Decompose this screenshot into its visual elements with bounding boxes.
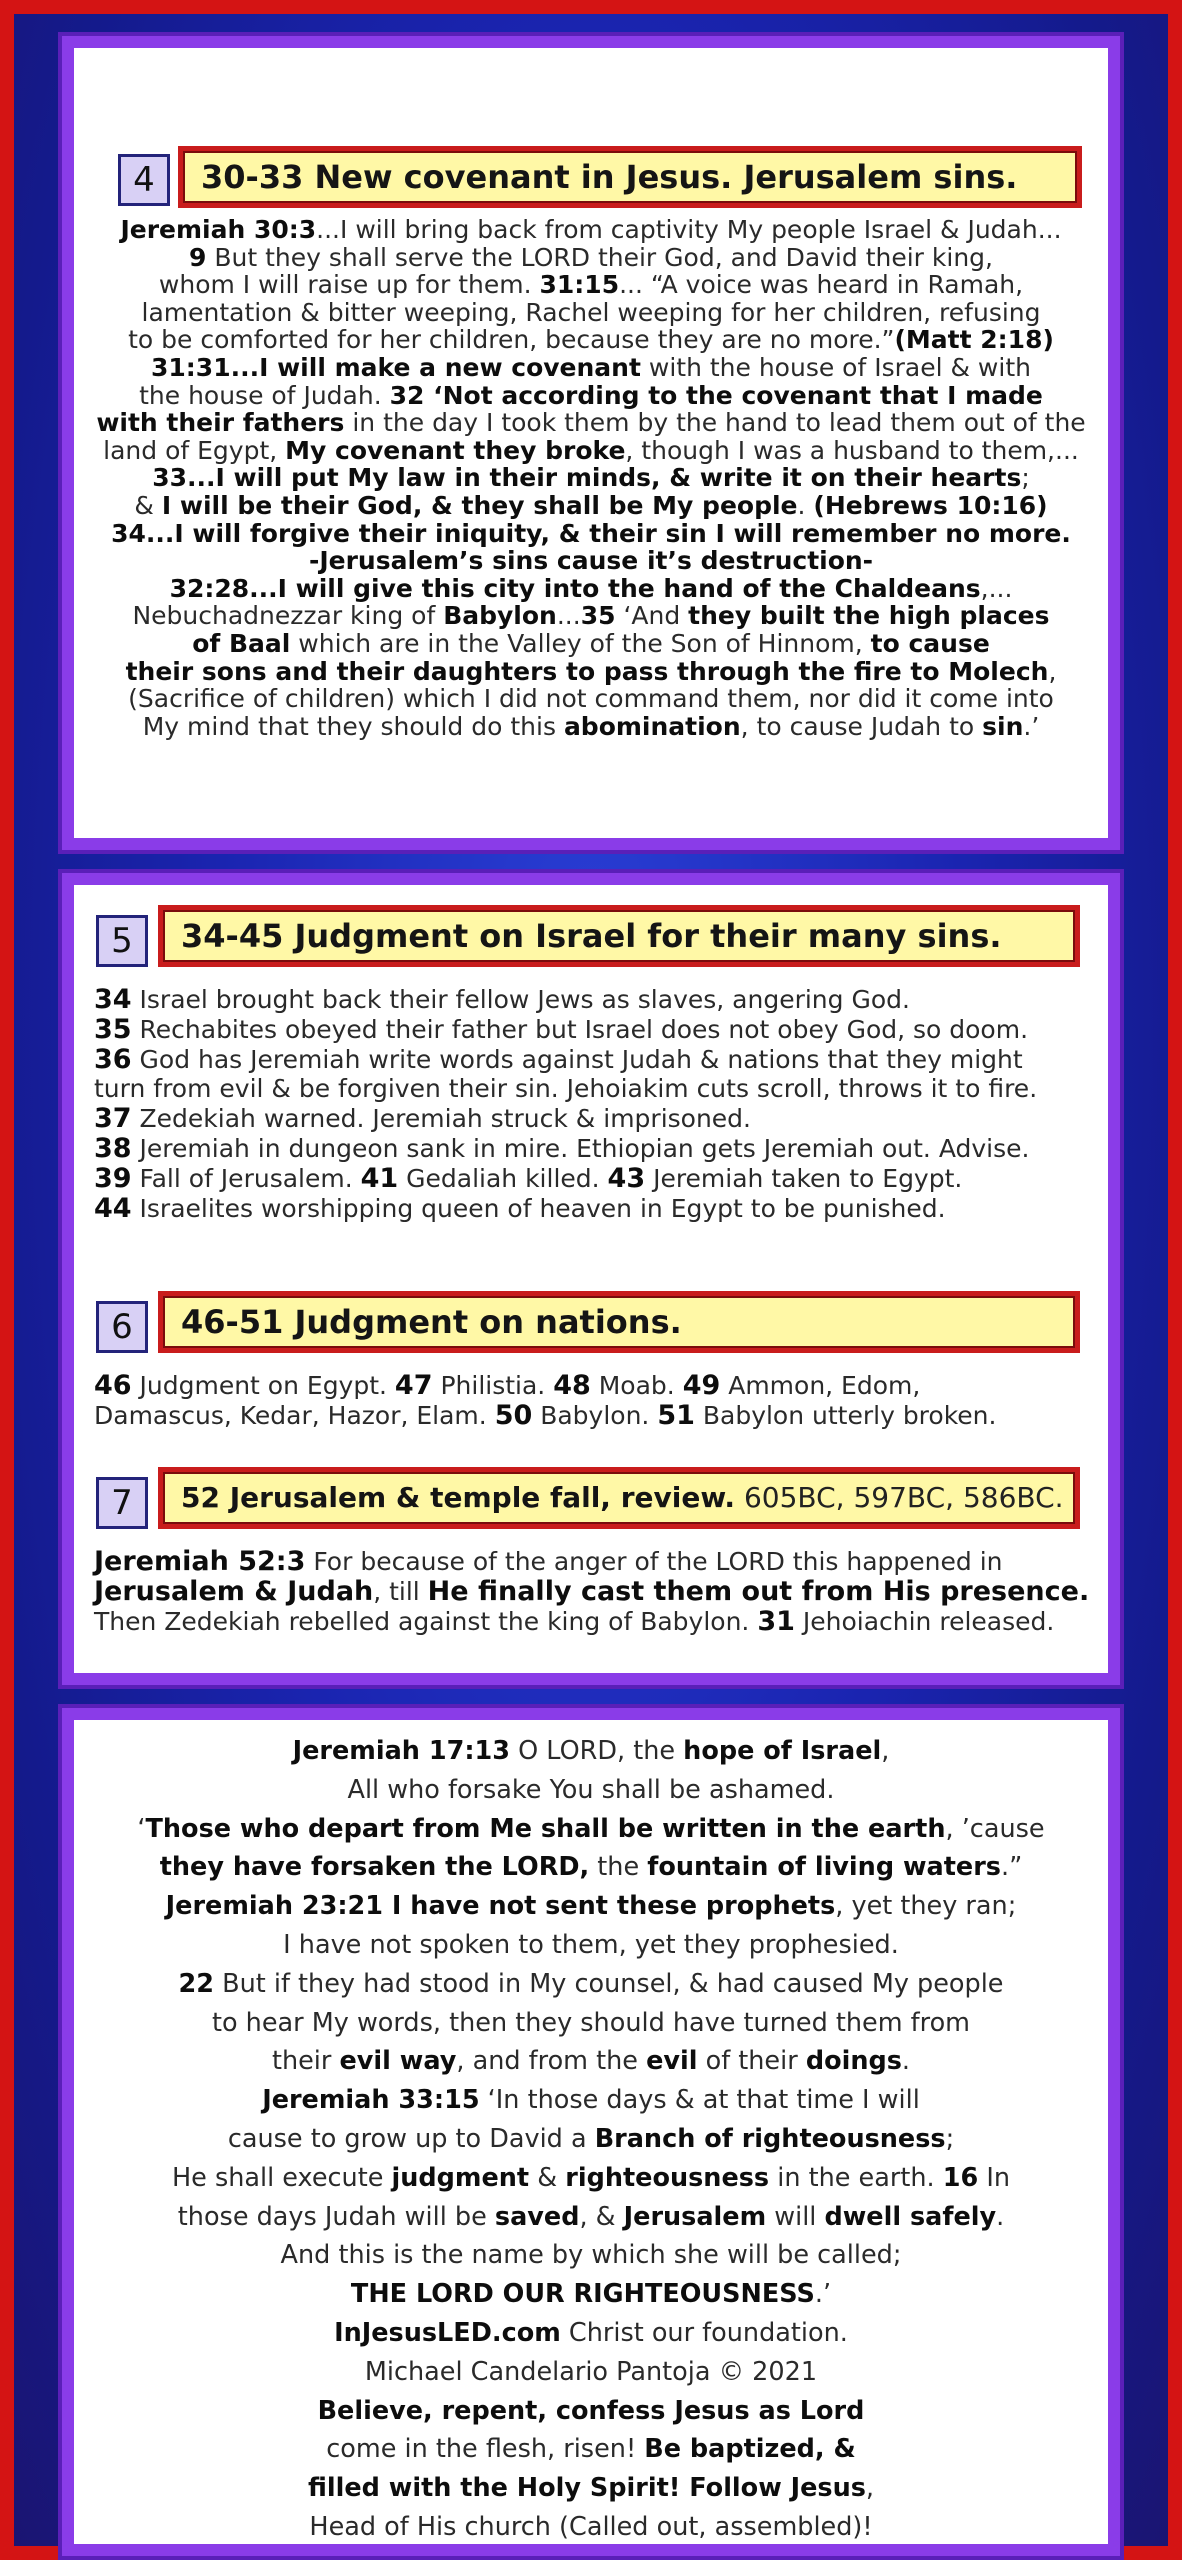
text-line (94, 630, 1088, 658)
text-run: Fall of Jerusalem. (131, 1163, 361, 1193)
text-run: But they shall serve the LORD their God, and David their king, (206, 242, 993, 272)
text-run: Moab. (590, 1371, 683, 1400)
text-run: their (271, 2046, 340, 2077)
text-line (94, 1887, 1088, 1926)
bold-run: filled with the Holy Spirit! Follow Jesus (307, 2473, 866, 2504)
bold-run: Jeremiah 33:15 (262, 2085, 480, 2116)
text-line (94, 658, 1088, 686)
text-line (94, 2392, 1088, 2431)
text-run: Israel brought back their fellow Jews as slaves, angering God. (131, 985, 910, 1014)
text-run: the house of Judah. (139, 380, 390, 410)
section-number-badge: 7 (96, 1477, 148, 1529)
bold-run: they have forsaken the LORD, (159, 1852, 590, 1883)
bold-run: InJesusLED.com (334, 2317, 561, 2348)
text-run: with the house of Israel & with (640, 352, 1031, 382)
bold-run: doings (805, 2046, 902, 2077)
bold-run: hope of Israel (683, 1736, 882, 1766)
bold-run: Jeremiah 52:3 (94, 1546, 306, 1577)
text-line (94, 271, 1088, 299)
text-run: cause to grow up to David a (227, 2123, 595, 2154)
bold-run: 9 (189, 242, 207, 272)
text-run: to hear My words, then they should have turned them from (211, 2007, 971, 2038)
text-line (94, 2275, 1088, 2314)
bold-run: My covenant they broke (285, 435, 626, 465)
bold-run: dwell safely (824, 2201, 997, 2232)
text-run: whom I will raise up for them. (158, 270, 540, 300)
text-line (94, 520, 1088, 548)
bold-run: fountain of living waters (647, 1852, 1001, 1883)
bold-run: 35 (94, 1013, 132, 1045)
bold-run: sin (982, 711, 1024, 741)
bold-run: 32 ‘Not according to the covenant that I made (389, 380, 1043, 410)
bold-run: Jeremiah 30:3 (120, 215, 317, 244)
text-run: I have not spoken to them, yet they prophesied. (283, 1929, 899, 1960)
bold-run: 31:15 (539, 270, 620, 300)
bold-run: Branch of righteousness (594, 2123, 946, 2154)
text-line (94, 409, 1088, 437)
bold-run: He finally cast them out from His presence. (427, 1576, 1090, 1607)
bold-run: 34 (94, 984, 132, 1015)
bold-run: 37 (94, 1103, 132, 1135)
section-title-main: 52 Jerusalem & temple fall, review. (181, 1481, 736, 1514)
bold-run: 51 (657, 1400, 695, 1431)
text-run: .” (1000, 1852, 1023, 1883)
text-run: Head of His church (Called out, assembled)! (309, 2511, 873, 2542)
text-line (94, 1926, 1088, 1965)
text-run: Damascus, Kedar, Hazor, Elam. (94, 1401, 495, 1430)
text-line (94, 464, 1088, 492)
text-line (94, 2469, 1088, 2508)
text-run: .’ (1023, 711, 1040, 741)
text-line (94, 2236, 1088, 2275)
text-line (94, 2004, 1088, 2043)
text-run: turn from evil & be forgiven their sin. Jehoiakim cuts scroll, throws it to fire. (94, 1074, 1038, 1104)
text-run: ... (556, 601, 581, 631)
text-line (94, 1134, 1088, 1164)
text-run: But if they had stood in My counsel, & had caused My people (214, 1968, 1004, 1999)
text-line (94, 1547, 1088, 1577)
text-run: For because of the anger of the LORD this happened in (305, 1547, 1003, 1576)
bold-run: to cause (870, 628, 990, 658)
text-line (94, 547, 1088, 575)
text-run: , though I was a husband to them,... (625, 435, 1079, 465)
text-line (94, 2314, 1088, 2353)
text-run: , to cause Judah to (740, 711, 983, 741)
text-line (94, 437, 1088, 465)
bold-run: they built the high places (688, 601, 1050, 631)
text-line (94, 299, 1088, 327)
bold-run: 31 (757, 1606, 795, 1637)
panel-section-4 (62, 36, 1120, 850)
section-4-text (94, 216, 1088, 740)
bold-run: 43 (607, 1162, 646, 1194)
text-run: ... “A voice was heard in Ramah, (619, 270, 1024, 300)
section-number-badge: 5 (96, 915, 148, 967)
text-run: , (881, 1736, 890, 1766)
text-line (94, 1577, 1088, 1607)
text-line (94, 2198, 1088, 2237)
text-run: And this is the name by which she will be called; (280, 2240, 902, 2271)
text-line (94, 2353, 1088, 2392)
bold-run: 35 (580, 601, 616, 631)
text-run: .’ (814, 2279, 832, 2310)
text-run: , ’cause (945, 1813, 1045, 1844)
text-run: Gedaliah killed. (398, 1163, 608, 1193)
text-run: Philistia. (432, 1371, 554, 1400)
bold-run: 38 (94, 1132, 132, 1164)
bold-run: evil way (339, 2046, 457, 2077)
text-run: ; (1021, 463, 1030, 493)
text-run: Ammon, Edom, (720, 1371, 921, 1400)
bold-run: 31:31...I will make a new covenant (151, 352, 641, 382)
text-run: Babylon utterly broken. (694, 1401, 997, 1430)
text-run: Jehoiachin released. (794, 1607, 1055, 1636)
text-run: , & (579, 2201, 624, 2232)
text-line (94, 713, 1088, 741)
text-line (94, 2508, 1088, 2547)
text-run: land of Egypt, (103, 435, 286, 465)
text-line (94, 1104, 1088, 1134)
text-line (94, 1015, 1088, 1045)
text-line (94, 1732, 1088, 1771)
text-run: Judgment on Egypt. (131, 1371, 395, 1400)
bold-run: 32:28...I will give this city into the hand of the Chaldeans (169, 573, 981, 603)
text-run: , (1048, 656, 1057, 686)
text-line (94, 1607, 1088, 1637)
section-title: 30-33 New covenant in Jesus. Jerusalem sins. (178, 146, 1082, 208)
text-run: Jeremiah in dungeon sank in mire. Ethiopian gets Jeremiah out. Advise. (131, 1133, 1030, 1163)
text-run: My mind that they should do this (142, 711, 564, 741)
text-run: those days Judah will be (177, 2201, 495, 2232)
bold-run: 22 (178, 1968, 214, 1999)
text-line (94, 382, 1088, 410)
bold-run: of Baal (192, 628, 291, 658)
bold-run: 49 (682, 1370, 721, 1401)
text-line (94, 1401, 1088, 1431)
text-line (94, 2081, 1088, 2120)
text-line (94, 354, 1088, 382)
closing-text (94, 1732, 1088, 2547)
text-line (94, 575, 1088, 603)
text-run: Babylon. (532, 1401, 658, 1430)
section-number-badge: 4 (118, 154, 170, 206)
text-run: . (996, 2201, 1005, 2232)
text-run: . (797, 490, 814, 520)
text-line (94, 1965, 1088, 2004)
bold-run: 44 (94, 1192, 132, 1224)
bold-run: Babylon (443, 601, 557, 631)
section-title: 34-45 Judgment on Israel for their many sins. (158, 905, 1080, 967)
text-run: of their (697, 2046, 806, 2077)
text-run: God has Jeremiah write words against Judah & nations that they might (131, 1044, 1023, 1074)
text-run: Then Zedekiah rebelled against the king of Babylon. (94, 1607, 758, 1636)
text-run: which are in the Valley of the Son of Hinnom, (290, 628, 871, 658)
text-run: Christ our foundation. (560, 2317, 848, 2348)
text-line (94, 326, 1088, 354)
bold-run: 50 (494, 1400, 533, 1431)
text-line (94, 2159, 1088, 2198)
text-run: come in the flesh, risen! (326, 2434, 645, 2465)
section-title (158, 1467, 1080, 1529)
bold-run: (Hebrews 10:16) (813, 490, 1048, 520)
text-line (94, 1164, 1088, 1194)
text-run: ,... (980, 573, 1013, 603)
text-run: to be comforted for her children, because they are no more.” (128, 325, 895, 355)
bold-run: 41 (360, 1162, 399, 1194)
bold-run: Those who depart from Me shall be written in the earth (145, 1813, 946, 1844)
bold-run: 34...I will forgive their iniquity, & their sin I will remember no more. (111, 518, 1071, 548)
bold-run: 33...I will put My law in their minds, & write it on their hearts (152, 463, 1022, 493)
bold-run: Jeremiah 23:21 I have not sent these prophets (165, 1891, 836, 1922)
text-run: O LORD, the (510, 1736, 684, 1766)
text-line (94, 2430, 1088, 2469)
bold-run: -Jerusalem’s sins cause it’s destruction- (308, 546, 874, 576)
text-run: Rechabites obeyed their father but Israel does not obey God, so doom. (131, 1014, 1029, 1044)
text-run: , yet they ran; (835, 1891, 1017, 1922)
text-line (94, 602, 1088, 630)
text-run: In (978, 2162, 1011, 2193)
text-run: , till (373, 1577, 428, 1606)
text-line (94, 1074, 1088, 1104)
bold-run: Be baptized, & (644, 2434, 856, 2465)
text-run: Michael Candelario Pantoja © 2021 (364, 2356, 818, 2387)
text-line (94, 244, 1088, 272)
bold-run: saved (494, 2201, 580, 2232)
text-run: lamentation & bitter weeping, Rachel weeping for her children, refusing (141, 297, 1041, 327)
text-line (94, 1848, 1088, 1887)
text-run: in the day I took them by the hand to lead them out of the (344, 408, 1086, 438)
text-run: ...I will bring back from captivity My people Israel & Judah... (316, 215, 1062, 244)
bold-run: Jerusalem (623, 2201, 767, 2232)
bold-run: 46 (94, 1370, 132, 1401)
text-run: ‘ (137, 1813, 146, 1844)
text-line (94, 2120, 1088, 2159)
text-line (94, 1771, 1088, 1810)
text-run: in the earth. (769, 2162, 943, 2193)
section-7-text (94, 1547, 1088, 1637)
bold-run: evil (646, 2046, 698, 2077)
text-run: ; (945, 2123, 955, 2154)
text-line (94, 492, 1088, 520)
text-run: Jeremiah taken to Egypt. (645, 1163, 963, 1193)
text-line (94, 985, 1088, 1015)
text-run: Israelites worshipping queen of heaven in Egypt to be punished. (131, 1193, 946, 1223)
bold-run: I will be their God, & they shall be My people (161, 490, 798, 520)
text-run: . (901, 2046, 911, 2077)
text-run: Zedekiah warned. Jeremiah struck & imprisoned. (131, 1104, 751, 1134)
bold-run: 47 (394, 1370, 433, 1401)
panel-closing (62, 1708, 1120, 2556)
text-line (94, 2042, 1088, 2081)
text-line (94, 685, 1088, 713)
bold-run: THE LORD OUR RIGHTEOUSNESS (350, 2279, 815, 2310)
text-run: the (589, 1852, 648, 1883)
text-run: (Sacrifice of children) which I did not command them, nor did it come into (128, 684, 1054, 714)
bold-run: righteousness (565, 2162, 770, 2193)
text-line (94, 1194, 1088, 1224)
text-run: will (766, 2201, 825, 2232)
section-5-text (94, 985, 1088, 1223)
bold-run: Jerusalem & Judah (94, 1576, 374, 1607)
bold-run: abomination (563, 711, 741, 741)
bold-run: (Matt 2:18) (894, 325, 1054, 355)
text-run: , and from the (456, 2046, 647, 2077)
text-run: Nebuchadnezzar king of (132, 601, 444, 631)
bold-run: judgment (391, 2162, 530, 2193)
bold-run: Jeremiah 17:13 (292, 1736, 510, 1766)
text-line (94, 1045, 1088, 1075)
section-title-dates: 605BC, 597BC, 586BC. (735, 1481, 1064, 1514)
bold-run: their sons and their daughters to pass through the fire to Molech (125, 656, 1049, 686)
panel-sections-5-7 (62, 873, 1120, 1685)
bold-run: 16 (942, 2162, 979, 2193)
text-run: All who forsake You shall be ashamed. (347, 1774, 835, 1805)
bold-run: 36 (94, 1043, 132, 1075)
text-line (94, 1810, 1088, 1849)
text-run: & (529, 2162, 566, 2193)
section-number-badge: 6 (96, 1301, 148, 1353)
bold-run: Believe, repent, confess Jesus as Lord (317, 2395, 865, 2426)
text-run: , (865, 2473, 875, 2504)
section-6-text (94, 1371, 1088, 1431)
text-run: ‘And (615, 601, 689, 631)
bold-run: 39 (94, 1162, 132, 1194)
text-line (94, 1371, 1088, 1401)
section-title: 46-51 Judgment on nations. (158, 1291, 1080, 1353)
text-run: ‘In those days & at that time I will (479, 2085, 920, 2116)
text-run: & (134, 490, 162, 520)
text-run: He shall execute (171, 2162, 392, 2193)
bold-run: 48 (553, 1370, 591, 1401)
text-line (94, 216, 1088, 244)
bold-run: with their fathers (96, 408, 345, 438)
